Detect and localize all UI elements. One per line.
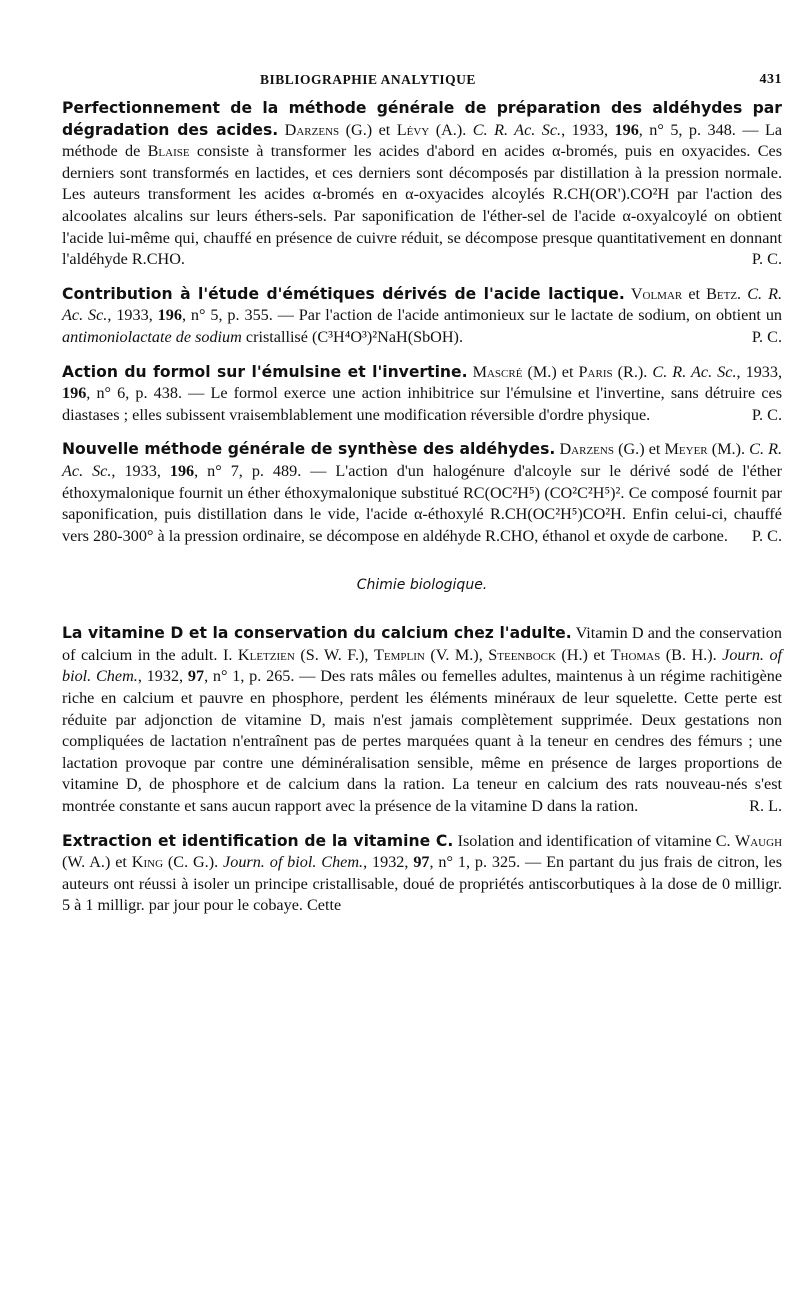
author-name: Paris xyxy=(578,362,613,381)
reference-details: , n° 5, p. 348. — La méthode de xyxy=(62,120,783,161)
reference-volume: 196 xyxy=(169,461,195,480)
reference-volume: 196 xyxy=(614,120,639,139)
author-name: Lévy xyxy=(396,120,430,139)
entry-body: consiste à transformer les acides d'abord en acides α-bromés, puis en oxyacides. Ces derniers sont transformés en lactides, et ces derniers sont décomposés par distillation à la pression normale. Les auteurs transforment les acides α-bromés en α-oxyacides alcoylés R.CH(OR').CO²H par l'action des alcoolates alcalins sur leurs éthers-sels. Par saponification de l'éther-sel de l'acide α-oxyalcoylé on obtient l'acide lui-même qui, chauffé en présence de cuivre réduit, se décompose presque quantitativement en donnant l'aldéhyde R.CHO. xyxy=(62,142,783,269)
entry-title: Extraction et identification de la vitamine C. xyxy=(62,831,454,850)
entry-body: Le formol exerce une action inhibitrice sur l'émulsine et l'invertine, sans détruire ces diastases ; elles subissent vraisemblablement une modification réversible d'ordre physique. xyxy=(62,384,782,424)
reference-year: , 1933, xyxy=(561,120,609,139)
author-name: Betz. xyxy=(706,284,742,303)
running-title: BIBLIOGRAPHIE ANALYTIQUE xyxy=(260,72,476,87)
reference-volume: 196 xyxy=(157,306,182,325)
entry-title: Nouvelle méthode générale de synthèse des aldéhydes. xyxy=(62,440,556,459)
journal-name: C. R. Ac. Sc. xyxy=(62,440,783,480)
entry-title: La vitamine D et la conservation du calcium chez l'adulte. xyxy=(62,624,572,643)
author-initials: (M.) et xyxy=(527,362,574,381)
entry-signature: R. L. xyxy=(749,797,782,816)
journal-name: C. R. Ac. Sc. xyxy=(472,120,562,139)
abstract-entry xyxy=(62,98,782,271)
author-name: Templin xyxy=(373,645,425,664)
entry-body: Des rats mâles ou femelles adultes, maintenus à un régime rachitigène riche en calcium et pauvre en phosphore, perdent les éléments minéraux de leur squelette. Cette perte est réduite par adjonction de vitamine D, mais n'est jamais complètement supprimée. Deux gestations non compliquées de lactation n'entraînent pas de pertes marquées quant à la teneur en cendres des fémurs ; une lactation provoque par contre une déminéralisation sensible, même en présence de larges proportions de vitamine D, de phosphore et de calcium dans la ration. La teneur en calcium des rats nouveau-nés s'est montrée constante et sans aucun rapport avec la présence de la vitamine D dans la ration. xyxy=(62,667,783,816)
page xyxy=(62,72,782,917)
journal-name: C. R. Ac. Sc. xyxy=(652,362,737,381)
author-initials: (W. A.) et xyxy=(62,853,127,872)
reference-year: , 1932, xyxy=(363,853,409,872)
reference-year: , 1933, xyxy=(736,362,783,381)
reference-volume: 97 xyxy=(413,853,430,872)
author-initials: (H.) et xyxy=(561,645,606,664)
reference-volume: 196 xyxy=(62,384,87,403)
author-initials: (M.). xyxy=(711,440,746,459)
author-name: King xyxy=(131,853,164,872)
abstract-entry xyxy=(62,831,782,917)
reference-details: , n° 1, p. 325. — xyxy=(429,853,542,872)
author-name: Darzens xyxy=(284,120,340,139)
reference-details: , n° 7, p. 489. — xyxy=(194,461,327,480)
journal-name: C. R. Ac. Sc. xyxy=(62,284,783,325)
running-header xyxy=(62,72,782,98)
entry-title: Perfectionnement de la méthode générale de préparation des aldéhydes par dégradation des acides. xyxy=(62,99,782,139)
author-name: Kletzien xyxy=(237,645,295,664)
author-name: Waugh xyxy=(734,831,783,850)
author-initials: (G.) et xyxy=(345,120,391,139)
reference-details: , n° 1, p. 265. — xyxy=(204,667,316,686)
abstract-entry xyxy=(62,362,782,427)
section-heading: Chimie biologique. xyxy=(356,577,488,594)
author-name: Darzens xyxy=(559,440,614,459)
reference-details: , n° 6, p. 438. — xyxy=(86,384,205,403)
author-name: Meyer xyxy=(664,440,708,459)
entry-body: cristallisé (C³H⁴O³)²NaH(SbOH). xyxy=(245,327,463,346)
entry-title: Action du formol sur l'émulsine et l'invertine. xyxy=(62,362,468,381)
abstract-entry xyxy=(62,623,782,817)
reference-details: , n° 5, p. 355. — Par l'action de l'acide antimonieux sur le lactate de sodium, on obtient un xyxy=(181,306,783,325)
author-initials: (R.). xyxy=(617,362,648,381)
entry-signature: P. C. xyxy=(751,526,782,545)
entry-title: Contribution à l'étude d'émétiques dérivés de l'acide lactique. xyxy=(62,284,625,303)
page-number: 431 xyxy=(759,72,782,87)
reference-volume: 97 xyxy=(187,667,205,686)
entry-body: En partant du jus frais de citron, les auteurs ont réussi à isoler un principe cristallisable, doué de propriétés antiscorbutiques à la dose de 0 milligr. 5 à 1 milligr. par jour pour le cobaye. Cette xyxy=(62,853,783,915)
author-initials: (B. H.). xyxy=(665,645,717,664)
journal-name: Journ. of biol. Chem. xyxy=(62,645,783,686)
cited-name: Blaise xyxy=(147,142,190,161)
author-name: Thomas xyxy=(610,645,661,664)
author-name: Volmar xyxy=(630,284,683,303)
journal-name: Journ. of biol. Chem. xyxy=(223,853,364,872)
english-title: Isolation and identification of vitamine C. xyxy=(457,831,731,850)
english-title: Vitamin D and the conservation of calcium in the adult. I. xyxy=(62,624,782,664)
author-conjunction: et xyxy=(688,284,701,303)
author-name: Mascré xyxy=(472,362,523,381)
abstract-entry xyxy=(62,439,782,547)
author-initials: (S. W. F.), xyxy=(300,645,369,664)
reference-year: , 1933, xyxy=(111,461,161,480)
author-name: Steenbock xyxy=(488,645,556,664)
author-initials: (V. M.), xyxy=(430,645,483,664)
entry-signature: P. C. xyxy=(751,250,782,269)
author-initials: (A.). xyxy=(435,120,467,139)
reference-year: , 1932, xyxy=(137,667,184,686)
entry-signature: P. C. xyxy=(751,405,782,424)
compound-name: antimoniolactate de sodium xyxy=(62,327,242,346)
entry-signature: P. C. xyxy=(751,327,782,346)
reference-year: , 1933, xyxy=(107,306,153,325)
entry-body: L'action d'un halogénure d'alcoyle sur le dérivé sodé de l'éther éthoxymalonique fournit un éther éthoxymalonique substitué RC(OC²H⁵) (CO²C²H⁵)². Ce composé fournit par saponification, puis distillation dans le vide, l'acide α-éthoxylé R.CH(OC²H⁵)CO²H. Enfin celui-ci, chauffé vers 280-300° à la pression ordinaire, se décompose en aldéhyde R.CHO, éthanol et oxyde de carbone. xyxy=(62,461,783,545)
author-initials: (G.) et xyxy=(618,440,661,459)
abstract-entry xyxy=(62,284,782,349)
author-initials: (C. G.). xyxy=(167,853,219,872)
